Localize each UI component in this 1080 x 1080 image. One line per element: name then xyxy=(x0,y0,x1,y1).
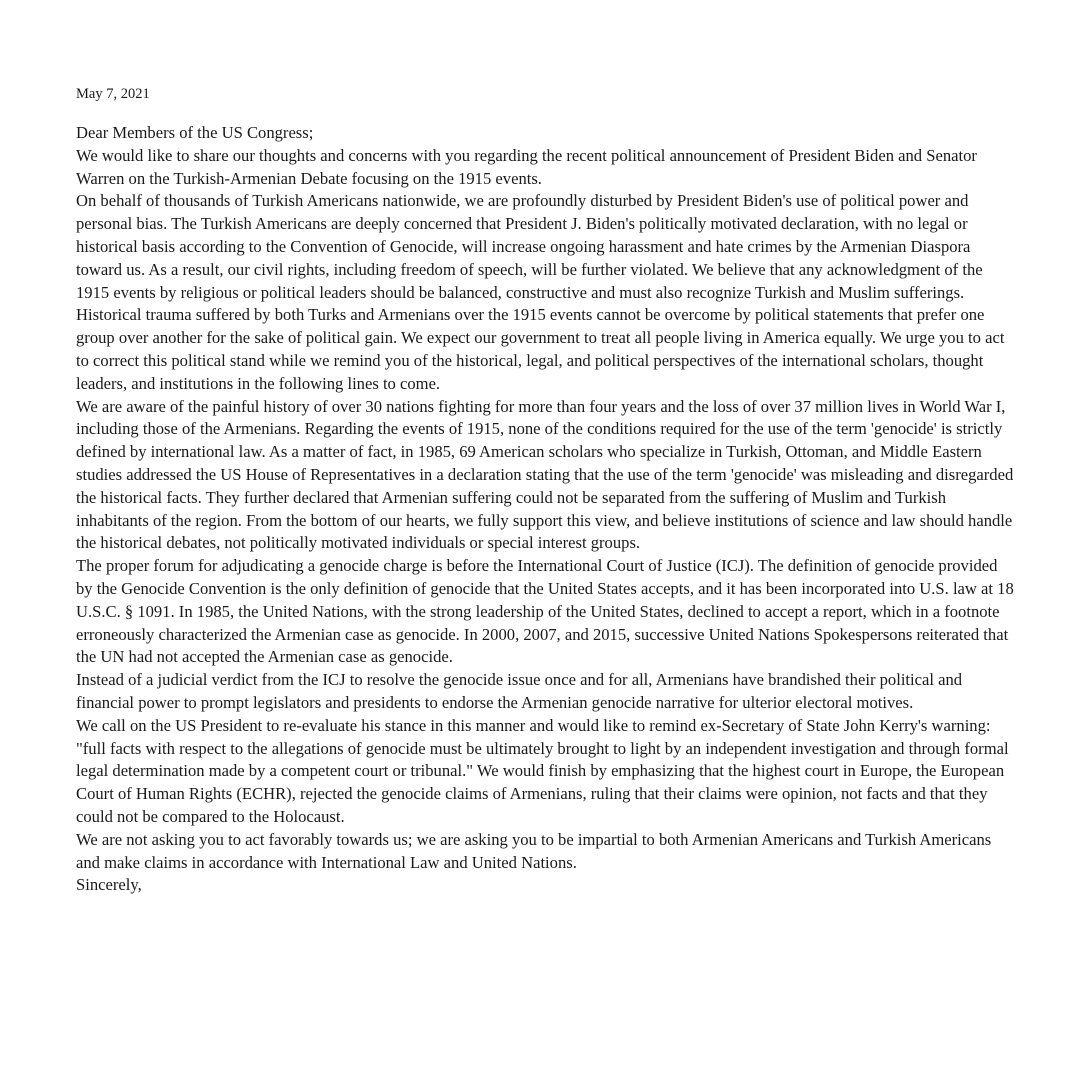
paragraph-call-to-action: We call on the US President to re-evaluate his stance in this manner and would like to remind ex-Secretary of State John Kerry's warning: "full facts with respect to the allegations of genocide must be ultimately brought to light by an independent investigation and through formal legal determination made by a competent court or tribunal." We would finish by emphasizing that the highest court in Europe, the European Court of Human Rights (ECHR), rejected the genocide claims of Armenians, ruling that their claims were opinion, not facts and that they could not be compared to the Holocaust. xyxy=(76,715,1009,826)
closing: Sincerely, xyxy=(76,875,142,895)
paragraph-concerns: On behalf of thousands of Turkish Americans nationwide, we are profoundly disturbed by President Biden's use of political power and personal bias. The Turkish Americans are deeply concerned that President J. Biden's politically motivated declaration, with no legal or historical basis according to the Convention of Genocide, will increase ongoing harassment and hate crimes by the Armenian Diaspora toward us. As a result, our civil rights, including freedom of speech, will be further violated. We believe that any acknowledgment of the 1915 events by religious or political leaders should be balanced, constructive and must also recognize Turkish and Muslim sufferings. Historical trauma suffered by both Turks and Armenians over the 1915 events cannot be overcome by political statements that prefer one group over another for the sake of political gain. We expect our government to treat all people living in America equally. We urge you to act to correct this political stand while we remind you of the historical, legal, and political perspectives of the international scholars, thought leaders, and institutions in the following lines to come. xyxy=(76,191,1005,393)
paragraph-political-power: Instead of a judicial verdict from the ICJ to resolve the genocide issue once and for all, Armenians have brandished their political and financial power to prompt legislators and presidents to endorse the Armenian genocide narrative for ulterior electoral motives. xyxy=(76,670,963,712)
letter-date: May 7, 2021 xyxy=(76,86,150,102)
paragraph-impartiality: We are not asking you to act favorably towards us; we are asking you to be impartial to both Armenian Americans and Turkish Americans and make claims in accordance with International Law and United Nations. xyxy=(76,829,992,872)
paragraph-legal-forum: The proper forum for adjudicating a genocide charge is before the International Court of Justice (ICJ). The definition of genocide provided by the Genocide Convention is the only definition of genocide that the United States accepts, and it has been incorporated into U.S. law at 18 U.S.C. § 1091. In 1985, the United Nations, with the strong leadership of the United States, declined to accept a report, which in a footnote erroneously characterized the Armenian case as genocide. In 2000, 2007, and 2015, successive United Nations Spokespersons reiterated that the UN had not accepted the Armenian case as genocide. xyxy=(76,556,1014,667)
letter-body xyxy=(76,122,1016,897)
paragraph-intro: We would like to share our thoughts and concerns with you regarding the recent political announcement of President Biden and Senator Warren on the Turkish-Armenian Debate focusing on the 1915 events. xyxy=(76,145,977,188)
salutation: Dear Members of the US Congress; xyxy=(76,123,314,142)
paragraph-history: We are aware of the painful history of over 30 nations fighting for more than four years and the loss of over 37 million lives in World War I, including those of the Armenians. Regarding the events of 1915, none of the conditions required for the use of the term 'genocide' is strictly defined by international law. As a matter of fact, in 1985, 69 American scholars who specialize in Turkish, Ottoman, and Middle Eastern studies addressed the US House of Representatives in a declaration stating that the use of the term 'genocide' was misleading and disregarded the historical facts. They further declared that Armenian suffering could not be separated from the suffering of Muslim and Turkish inhabitants of the region. From the bottom of our hearts, we fully support this view, and believe institutions of science and law should handle the historical debates, not politically motivated individuals or special interest groups. xyxy=(76,396,1014,553)
